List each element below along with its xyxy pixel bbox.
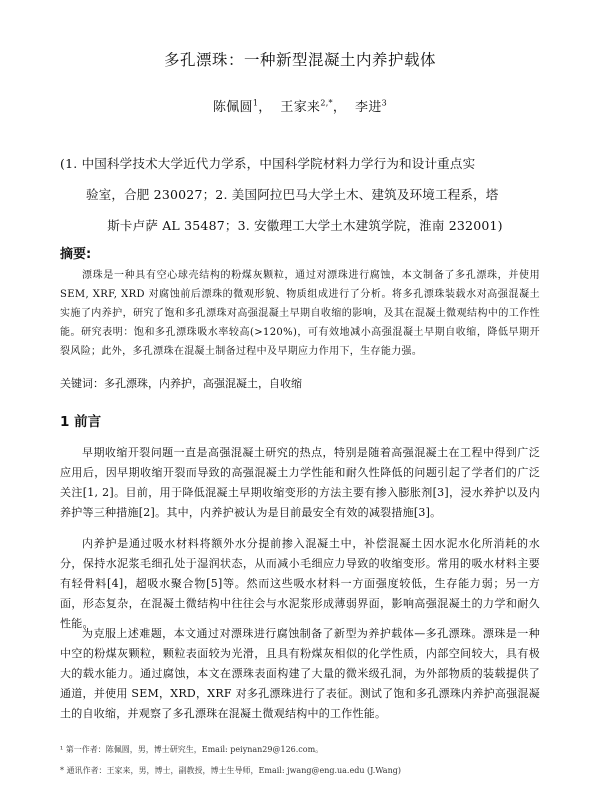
author-name: 陈佩圆 <box>212 100 253 115</box>
keywords-label: 关键词： <box>60 377 104 390</box>
abstract-heading: 摘要: <box>60 247 92 262</box>
author-affil-mark: 3 <box>381 98 388 108</box>
affiliation-line: 斯卡卢萨 AL 35487；3. 安徽理工大学土木建筑学院，淮南 232001) <box>107 218 503 233</box>
body-paragraph: 为克服上述难题，本文通过对漂珠进行腐蚀制备了新型为养护载体—多孔漂珠。漂珠是一种中空的粉煤灰颗粒，颗粒表面较为光滑，且具有粉煤灰相似的化学性质，内部空间较大，具有极大的载水能力。通过腐蚀，本文在漂珠表面构建了大量的微米级孔洞，为外部物质的装载提供了通道，并使用 SEM，XRD，XRF 对多孔漂珠进行了表征。测试了饱和多孔漂珠内养护高强混凝土的自收缩，并观察了多孔漂珠在混凝土微观结构中的工作性能。 <box>60 627 540 720</box>
keywords-text: 多孔漂珠，内养护，高强混凝土，自收缩 <box>104 377 302 390</box>
abstract-body: 漂珠是一种具有空心球壳结构的粉煤灰颗粒，通过对漂珠进行腐蚀，本文制备了多孔漂珠，并使用 SEM, XRF, XRD 对腐蚀前后漂珠的微观形貌、物质组成进行了分析。将多孔漂珠装载水对高强混凝土实施了内养护，研究了饱和多孔漂珠对高强混凝土早期自收缩的影响，及其在混凝土微观结构中的工作性能。研究表明：饱和多孔漂珠吸水率较高(>120%)，可有效地减小高强混凝土早期自收缩，降低早期开裂风险；此外，多孔漂珠在混凝土制备过程中及早期应力作用下，生存能力强。 <box>60 270 540 357</box>
author-name: 李进 <box>355 100 382 115</box>
affiliations <box>60 148 550 241</box>
author-affil-mark: 2,* <box>320 98 333 108</box>
affiliation-line: (1. 中国科学技术大学近代力学系，中国科学院材料力学行为和设计重点实 <box>60 156 476 171</box>
body-paragraph: 早期收缩开裂问题一直是高强混凝土研究的热点，特别是随着高强混凝土在工程中得到广泛应用后，因早期收缩开裂而导致的高强混凝土力学性能和耐久性降低的问题引起了学者们的广泛关注[1, 2]。目前，用于降低混凝土早期收缩变形的方法主要有掺入膨胀剂[3]，浸水养护以及内养护等三种措施[2]。其中，内养护被认为是目前最安全有效的减裂措施[3]。 <box>60 446 540 519</box>
author-affil-mark: 1 <box>252 98 259 108</box>
paper-title: 多孔漂珠：一种新型混凝土内养护载体 <box>163 51 436 69</box>
footnote: ¹ 第一作者：陈佩圆，男，博士研究生，Email: peiynan29@126.com。 <box>60 745 324 754</box>
body-paragraph: 内养护是通过吸水材料将额外水分提前掺入混凝土中，补偿混凝土因水泥水化所消耗的水分，保持水泥浆毛细孔处于湿润状态，从而减小毛细应力导致的收缩变形。常用的吸水材料主要有轻骨料[4]，超吸水聚合物[5]等。然而这些吸水材料一方面强度较低，生存能力弱；另一方面，形态复杂，在混凝土微结构中往往会与水泥浆形成薄弱界面，影响高强混凝土的力学和耐久性能。 <box>60 537 540 630</box>
affiliation-line: 验室，合肥 230027；2. 美国阿拉巴马大学土木、建筑及环境工程系，塔 <box>86 187 499 202</box>
keywords <box>60 375 540 391</box>
author-name: 王家来 <box>280 100 321 115</box>
author-list: 陈佩圆$^1$， 王家来$^{2,*}$， 李进$^3$ <box>212 98 388 115</box>
footnote: * 通讯作者：王家来，男，博士，副教授，博士生导师，Email: jwang@eng.ua.edu (J.Wang) <box>60 766 401 775</box>
section-heading: 1 前言 <box>60 414 102 430</box>
